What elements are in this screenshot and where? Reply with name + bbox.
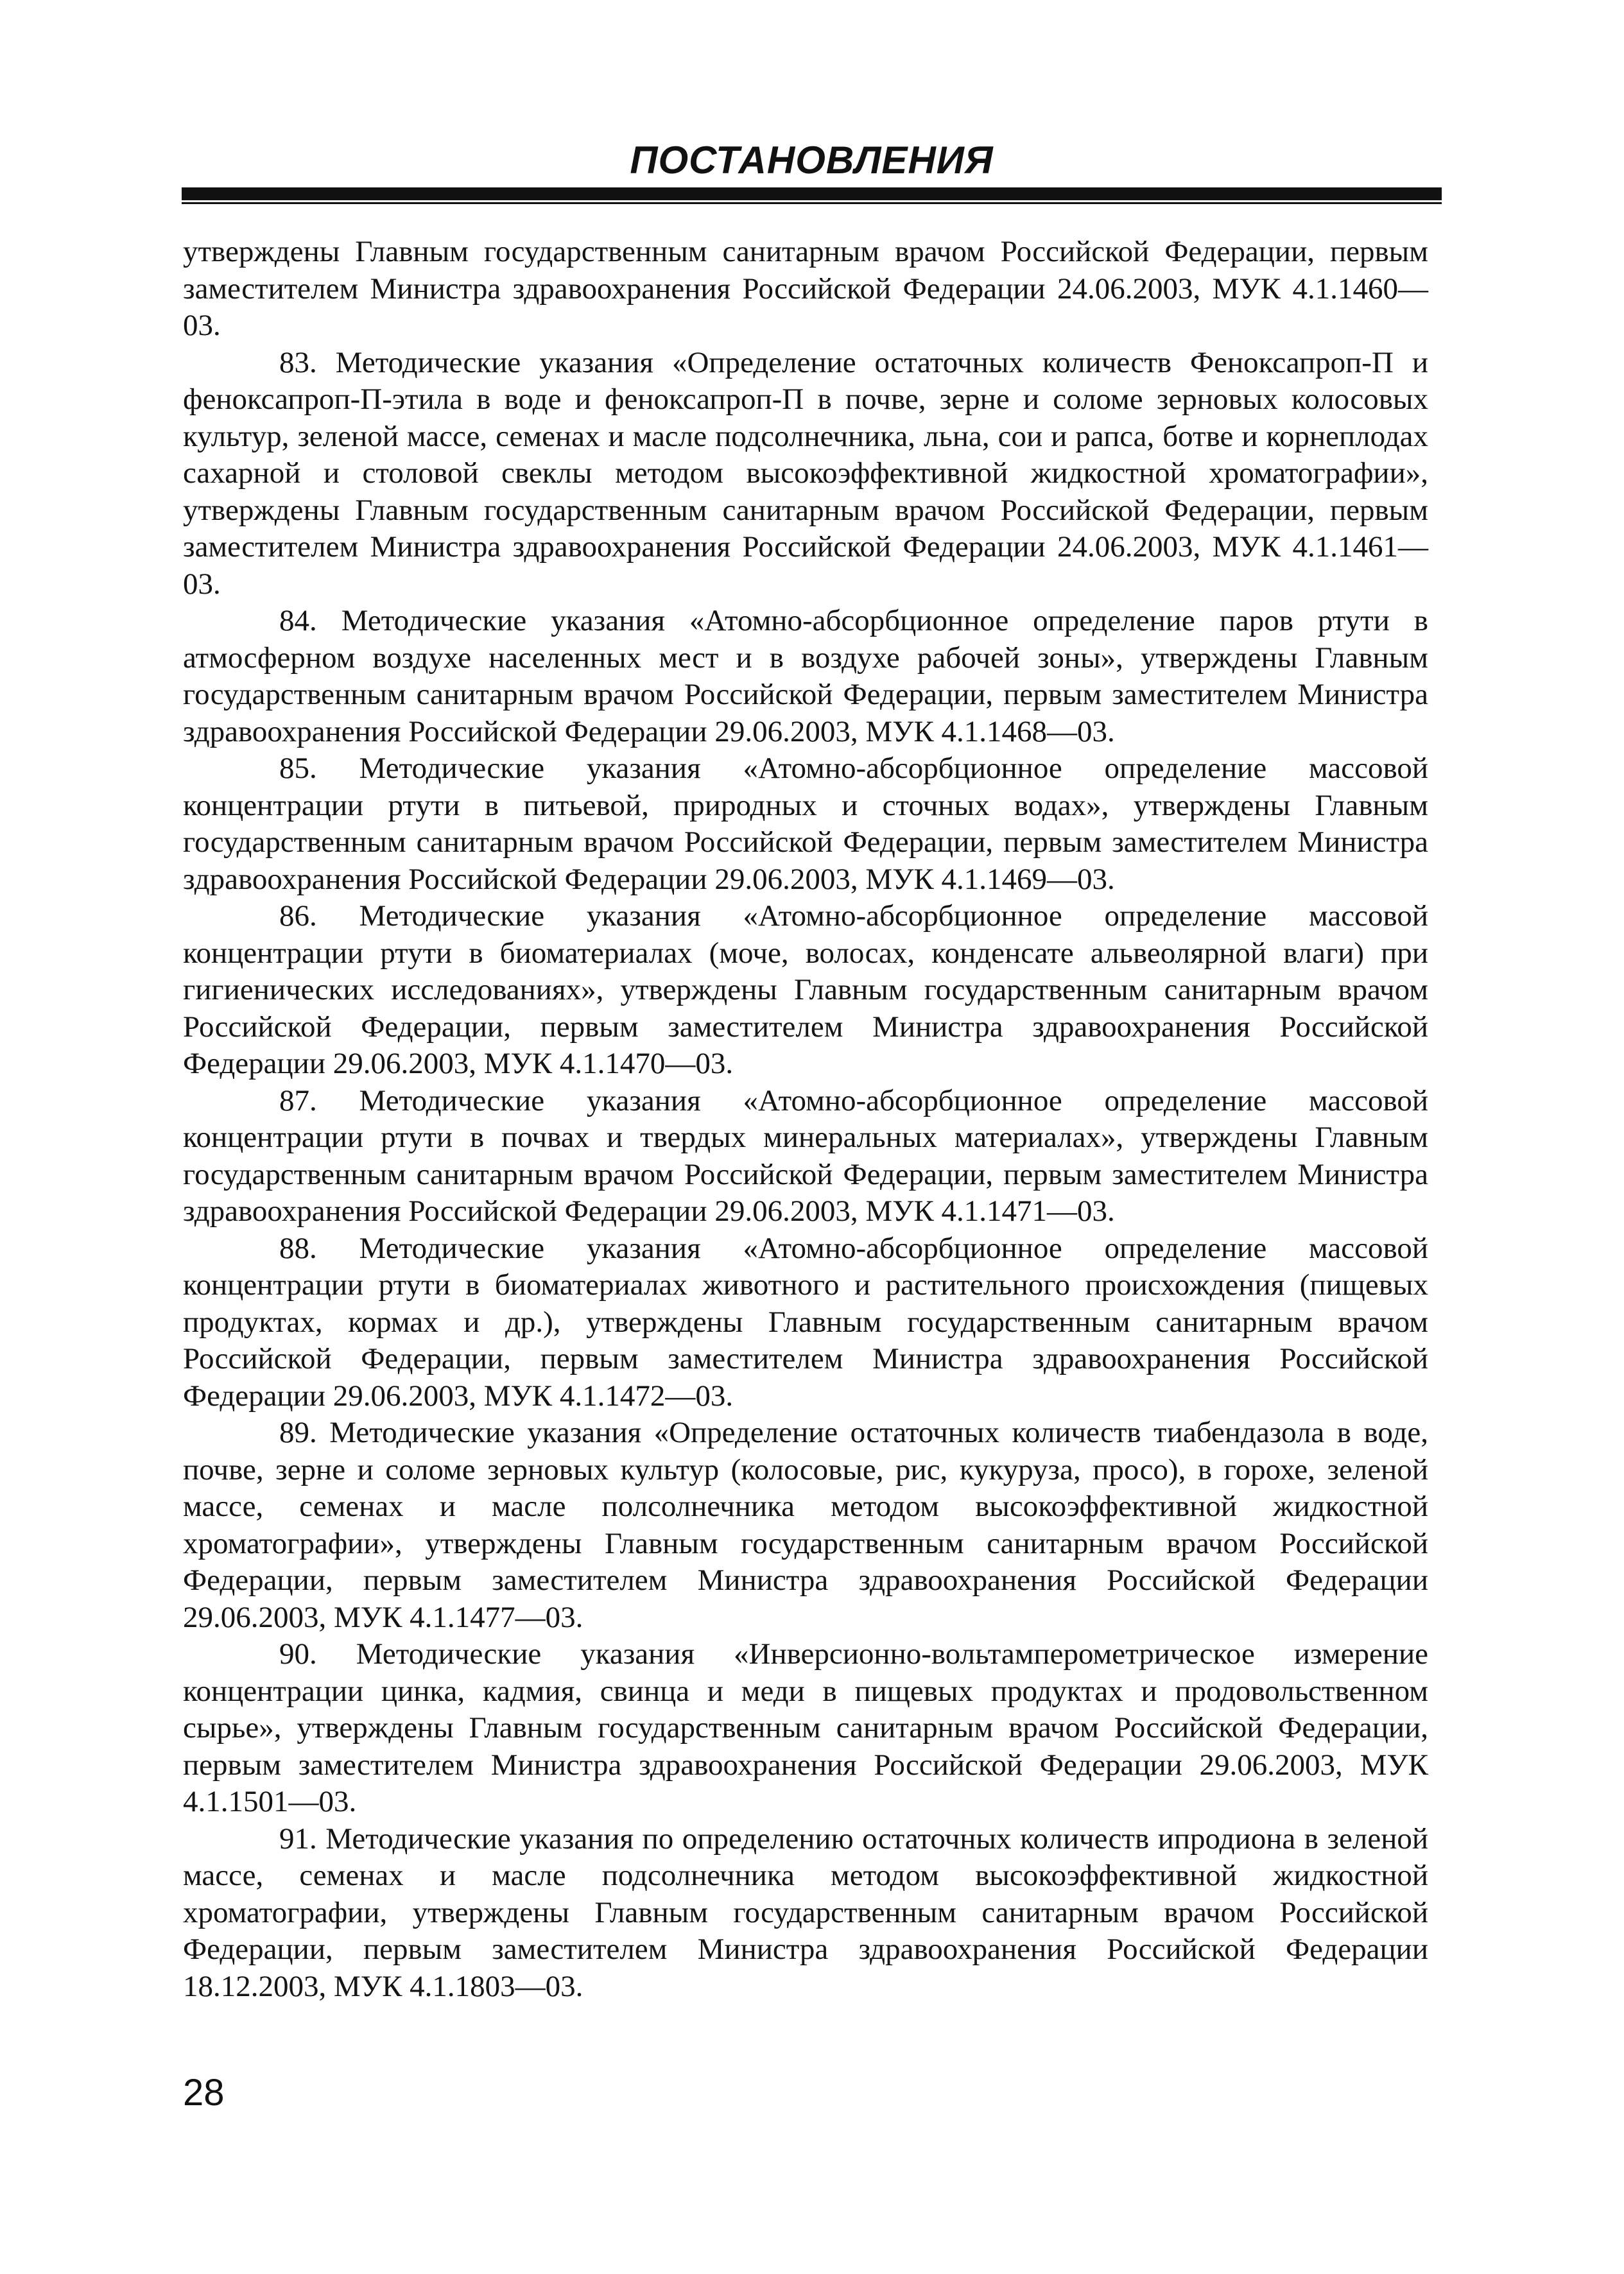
paragraph-item-86: 86. Методические указания «Атомно-абсорбционное определение массовой концентрации ртути в биоматериалах (моче, волосах, конденсате альвеолярной влаги) при гигиенических исследованиях», утверждены Главным государственным санитарным врачом Российской Федерации, первым заместителем Министра здравоохранения Российской Федерации 29.06.2003, МУК 4.1.1470—03. bbox=[183, 899, 1428, 1080]
paragraph-continuation: утверждены Главным государственным санитарным врачом Российской Федерации, первым заместителем Министра здравоохранения Российской Федерации 24.06.2003, МУК 4.1.1460—03. bbox=[183, 235, 1428, 342]
paragraph-item-90: 90. Методические указания «Инверсионно-вольтамперометрическое измерение концентрации цинка, кадмия, свинца и меди в пищевых продуктах и продовольственном сырье», утверждены Главным государственным санитарным врачом Российской Федерации, первым заместителем Министра здравоохранения Российской Федерации 29.06.2003, МУК 4.1.1501—03. bbox=[183, 1637, 1428, 1818]
page-number: 28 bbox=[183, 2072, 225, 2114]
document-body bbox=[183, 234, 1428, 2005]
paragraph-item-87: 87. Методические указания «Атомно-абсорбционное определение массовой концентрации ртути в почвах и твердых минеральных материалах», утверждены Главным государственным санитарным врачом Российской Федерации, первым заместителем Министра здравоохранения Российской Федерации 29.06.2003, МУК 4.1.1471—03. bbox=[183, 1083, 1428, 1228]
paragraph-item-89: 89. Методические указания «Определение остаточных количеств тиабендазола в воде, почве, зерне и соломе зерновых культур (колосовые, рис, кукуруза, просо), в горохе, зеленой массе, семенах и масле полсолнечника методом высокоэффективной жидкостной хроматографии», утверждены Главным государственным санитарным врачом Российской Федерации, первым заместителем Министра здравоохранения Российской Федерации 29.06.2003, МУК 4.1.1477—03. bbox=[183, 1416, 1428, 1634]
section-title: ПОСТАНОВЛЕНИЯ bbox=[630, 139, 994, 182]
paragraph-item-83: 83. Методические указания «Определение остаточных количеств Феноксапроп-П и феноксапроп-П-этила в воде и феноксапроп-П в почве, зерне и соломе зерновых колосовых культур, зеленой массе, семенах и масле подсолнечника, льна, сои и рапса, ботве и корнеплодах сахарной и столовой свеклы методом высокоэффективной жидкостной хроматографии», утверждены Главным государственным санитарным врачом Российской Федерации, первым заместителем Министра здравоохранения Российской Федерации 24.06.2003, МУК 4.1.1461—03. bbox=[183, 345, 1428, 601]
paragraph-item-84: 84. Методические указания «Атомно-абсорбционное определение паров ртути в атмосферном воздухе населенных мест и в воздухе рабочей зоны», утверждены Главным государственным санитарным врачом Российской Федерации, первым заместителем Министра здравоохранения Российской Федерации 29.06.2003, МУК 4.1.1468—03. bbox=[183, 604, 1428, 748]
page-header bbox=[182, 137, 1442, 184]
paragraph-item-85: 85. Методические указания «Атомно-абсорбционное определение массовой концентрации ртути в питьевой, природных и сточных водах», утверждены Главным государственным санитарным врачом Российской Федерации, первым заместителем Министра здравоохранения Российской Федерации 29.06.2003, МУК 4.1.1469—03. bbox=[183, 752, 1428, 896]
header-rule-thin bbox=[182, 202, 1442, 204]
header-rule-thick bbox=[182, 187, 1442, 200]
paragraph-item-88: 88. Методические указания «Атомно-абсорбционное определение массовой концентрации ртути в биоматериалах животного и растительного происхождения (пищевых продуктах, кормах и др.), утверждены Главным государственным санитарным врачом Российской Федерации, первым заместителем Министра здравоохранения Российской Федерации 29.06.2003, МУК 4.1.1472—03. bbox=[183, 1231, 1428, 1413]
paragraph-item-91: 91. Методические указания по определению остаточных количеств ипродиона в зеленой массе, семенах и масле подсолнечника методом высокоэффективной жидкостной хроматографии, утверждены Главным государственным санитарным врачом Российской Федерации, первым заместителем Министра здравоохранения Российской Федерации 18.12.2003, МУК 4.1.1803—03. bbox=[183, 1822, 1428, 2003]
